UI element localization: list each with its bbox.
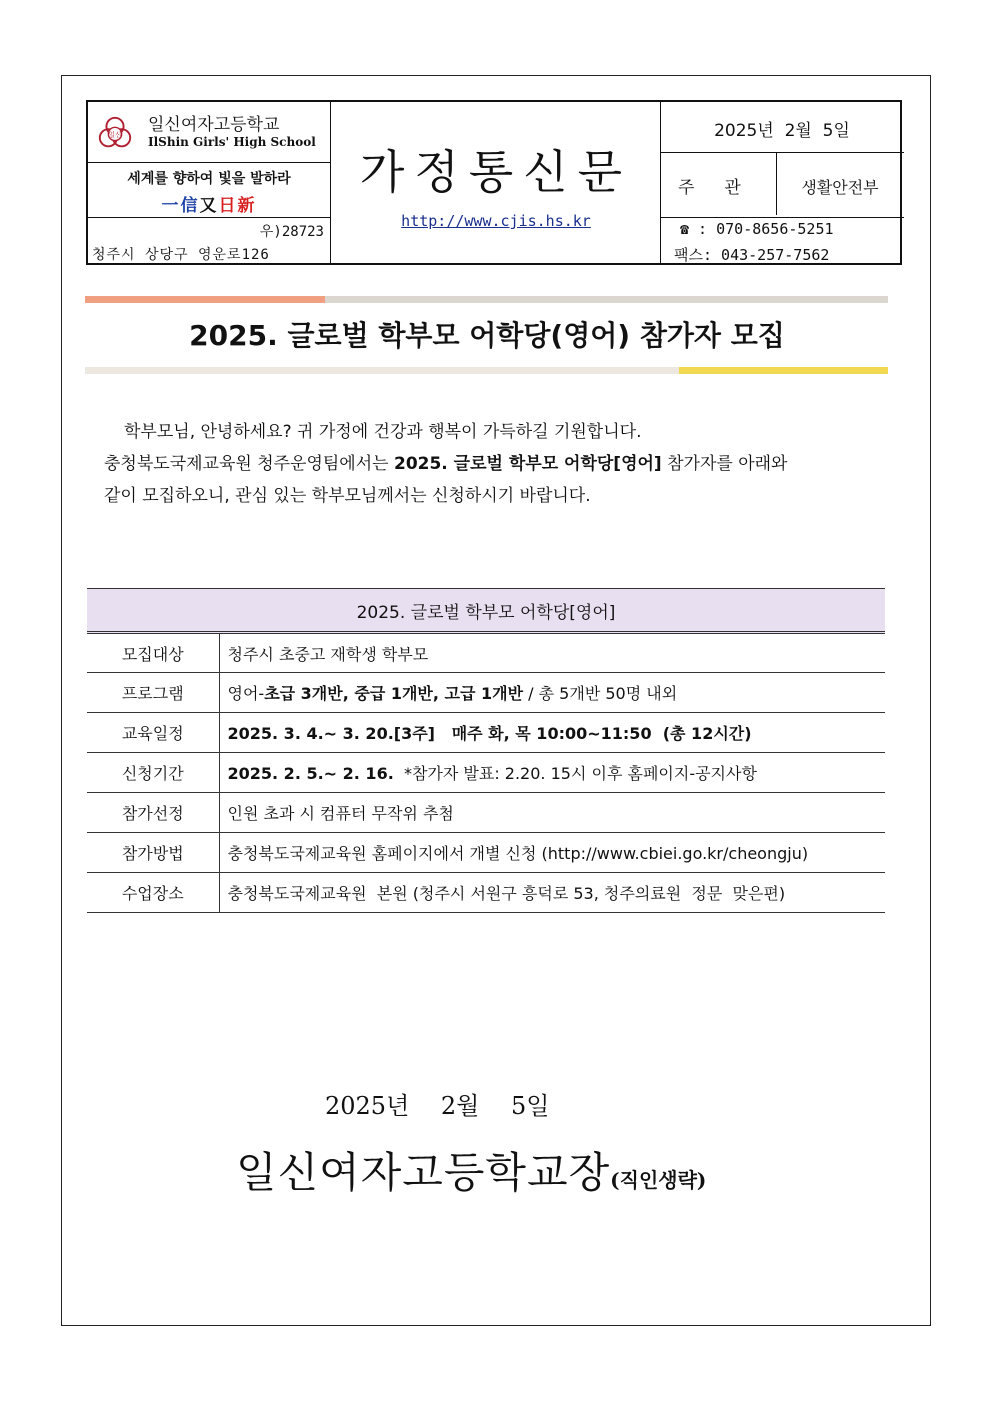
table-row bbox=[87, 713, 885, 753]
school-name-en: IlShin Girls' High School bbox=[148, 135, 316, 149]
school-logo bbox=[96, 114, 134, 152]
table-row bbox=[87, 873, 885, 913]
program-info-table bbox=[87, 588, 885, 913]
table-row bbox=[87, 793, 885, 833]
seal-omitted-note: (직인생략) bbox=[610, 1168, 707, 1192]
principal-signature: 일신여자고등학교장(직인생략) bbox=[236, 1148, 707, 1197]
row-label: 참가선정 bbox=[87, 793, 219, 833]
school-address: 청주시 상당구 영운로126 bbox=[92, 247, 270, 263]
row-value: 충청북도국제교육원 홈페이지에서 개별 신청 (http://www.cbiei.go.kr/cheongju) bbox=[219, 833, 885, 873]
row-label: 참가방법 bbox=[87, 833, 219, 873]
jugwan-label: 주관 bbox=[678, 178, 771, 198]
issue-date: 2025년 2월 5일 bbox=[714, 121, 850, 141]
school-motto: 세계를 향하여 빛을 발하라 bbox=[127, 171, 291, 187]
table-row bbox=[87, 753, 885, 793]
title-bar-bottom-accent bbox=[679, 367, 888, 374]
title-bar-top bbox=[325, 296, 888, 303]
divider bbox=[330, 102, 331, 263]
row-label: 모집대상 bbox=[87, 633, 219, 673]
row-value: 충청북도국제교육원 본원 (청주시 서원구 흥덕로 53, 청주의료원 정문 맞은편) bbox=[219, 873, 885, 913]
phone-number: ☎ : 070-8656-5251 bbox=[680, 220, 834, 238]
title-bar-bottom bbox=[85, 367, 679, 374]
row-value: 2025. 3. 4.~ 3. 20.[3주] 매주 화, 목 10:00~11:50 (총 12시간) bbox=[219, 713, 885, 753]
row-value: 2025. 2. 5.~ 2. 16. *참가자 발표: 2.20. 15시 이후 홈페이지-공지사항 bbox=[219, 753, 885, 793]
row-label: 수업장소 bbox=[87, 873, 219, 913]
body-line-1: 학부모님, 안녕하세요? 귀 가정에 건강과 행복이 가득하길 기원합니다. bbox=[124, 422, 642, 442]
divider bbox=[660, 102, 661, 263]
svg-text:일신: 일신 bbox=[108, 130, 122, 139]
newsletter-header bbox=[86, 100, 902, 265]
newsletter-title: 가정통신문 bbox=[359, 145, 633, 199]
school-name: 일신여자고등학교 bbox=[148, 115, 280, 135]
body-line-3: 같이 모집하오니, 관심 있는 학부모님께서는 신청하시기 바랍니다. bbox=[104, 486, 591, 506]
divider bbox=[88, 217, 330, 218]
title-bar-top-accent bbox=[85, 296, 325, 303]
row-label: 교육일정 bbox=[87, 713, 219, 753]
document-title: 2025. 글로벌 학부모 어학당(영어) 참가자 모집 bbox=[189, 319, 785, 352]
table-header: 2025. 글로벌 학부모 어학당[영어] bbox=[87, 589, 885, 633]
fax-number: 팩스: 043-257-7562 bbox=[674, 246, 830, 264]
table-row bbox=[87, 833, 885, 873]
school-slogan: 一信又日新 bbox=[161, 196, 257, 216]
row-value: 청주시 초중고 재학생 학부모 bbox=[219, 633, 885, 673]
divider bbox=[660, 152, 904, 153]
signature-date: 2025년 2월 5일 bbox=[325, 1092, 550, 1120]
divider bbox=[776, 152, 777, 215]
row-label: 신청기간 bbox=[87, 753, 219, 793]
divider bbox=[88, 162, 330, 163]
zip-code: 우)28723 bbox=[259, 224, 324, 240]
jugwan-value: 생활안전부 bbox=[801, 178, 879, 197]
body-line-2: 충청북도국제교육원 청주운영팀에서는 2025. 글로벌 학부모 어학당[영어] 참가자를 아래와 bbox=[104, 454, 788, 474]
row-value: 영어-초급 3개반, 중급 1개반, 고급 1개반 / 총 5개반 50명 내외 bbox=[219, 673, 885, 713]
row-label: 프로그램 bbox=[87, 673, 219, 713]
divider bbox=[660, 217, 904, 218]
school-url-link[interactable]: http://www.cjis.hs.kr bbox=[401, 212, 591, 230]
row-value: 인원 초과 시 컴퓨터 무작위 추첨 bbox=[219, 793, 885, 833]
table-row bbox=[87, 633, 885, 673]
table-row bbox=[87, 673, 885, 713]
